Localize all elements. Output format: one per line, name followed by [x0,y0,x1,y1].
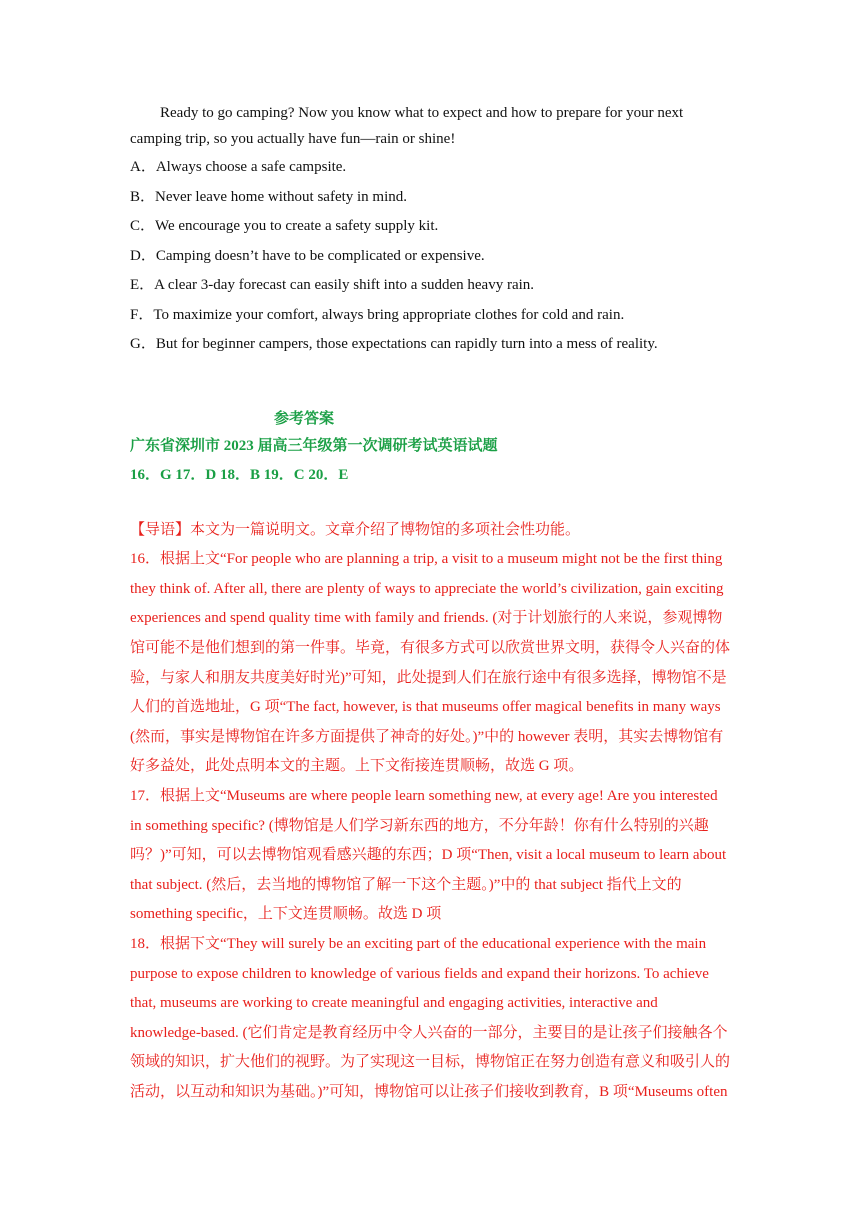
option-g: G．But for beginner campers, those expectations can rapidly turn into a mess of reality. [130,336,658,352]
passage-closing-paragraph: Ready to go camping? Now you know what to expect and how to prepare for your next camping trip, so you actually have fun—rain or shine! [130,105,684,147]
options-list [130,153,730,360]
exam-title: 广东省深圳市 2023 届高三年级第一次调研考试英语试题 [130,437,498,454]
explanation-intro: 【导语】本文为一篇说明文。文章介绍了博物馆的多项社会性功能。 [130,521,581,538]
option-a: A．Always choose a safe campsite. [130,159,347,175]
answer-heading: 参考答案 [274,410,335,427]
option-f: F．To maximize your comfort, always bring appropriate clothes for cold and rain. [130,306,625,323]
document-content [130,100,730,1108]
explanation-q18: 18．根据下文“They will surely be an exciting part of the educational experience with the main purpose to expose children to knowledge of various fields and expand their horizons. To achieve that, museums are working to create meaningful and engaging activities, interactive and knowledge-based. (它们肯定是教育经历中令人兴奋的一部分，主要目的是让孩子们接触各个领域的知识，扩大他们的视野。为了实现这一目标，博物馆正在努力创造有意义和吸引人的活动，以互动和知识为基础。)”可知，博物馆可以让孩子们接收到教育，B 项“Museums often [130,936,731,1100]
option-c: C．We encourage you to create a safety supply kit. [130,218,439,234]
explanation-q17: 17．根据上文“Museums are where people learn something new, at every age! Are you interested in something specific? (博物馆是人们学习新东西的地方，不分年龄！你有什么特别的兴趣吗？)”可知，可以去博物馆观看感兴趣的东西；D 项“Then, visit a local museum to learn about that subject. (然后，去当地的博物馆了解一下这个主题。)”中的 that subject 指代上文的 something specific，上下文连贯顺畅。故选 D 项 [130,788,727,923]
explanations [130,516,730,1108]
answer-key: 16．G 17．D 18．B 19．C 20．E [130,467,349,484]
option-b: B．Never leave home without safety in mind. [130,188,408,205]
explanation-q16: 16．根据上文“For people who are planning a trip, a visit to a museum might not be the first thing they think of. After all, there are plenty of ways to appreciate the world’s civilization, gain exciting experiences and spend quality time with family and friends. (对于计划旅行的人来说，参观博物馆可能不是他们想到的第一件事。毕竟，有很多方式可以欣赏世界文明，获得令人兴奋的体验，与家人和朋友共度美好时光)”可知，此处提到人们在旅行途中有很多选择，博物馆不是人们的首选地址，G 项“The fact, however, is that museums offer magical benefits in many ways (然而，事实是博物馆在许多方面提供了神奇的好处。)”中的 however 表明，其实去博物馆有好多益处，此处点明本文的主题。上下文衔接连贯顺畅，故选 G 项。 [130,551,731,775]
option-e: E．A clear 3-day forecast can easily shift into a sudden heavy rain. [130,277,535,293]
option-d: D．Camping doesn’t have to be complicated or expensive. [130,247,485,264]
